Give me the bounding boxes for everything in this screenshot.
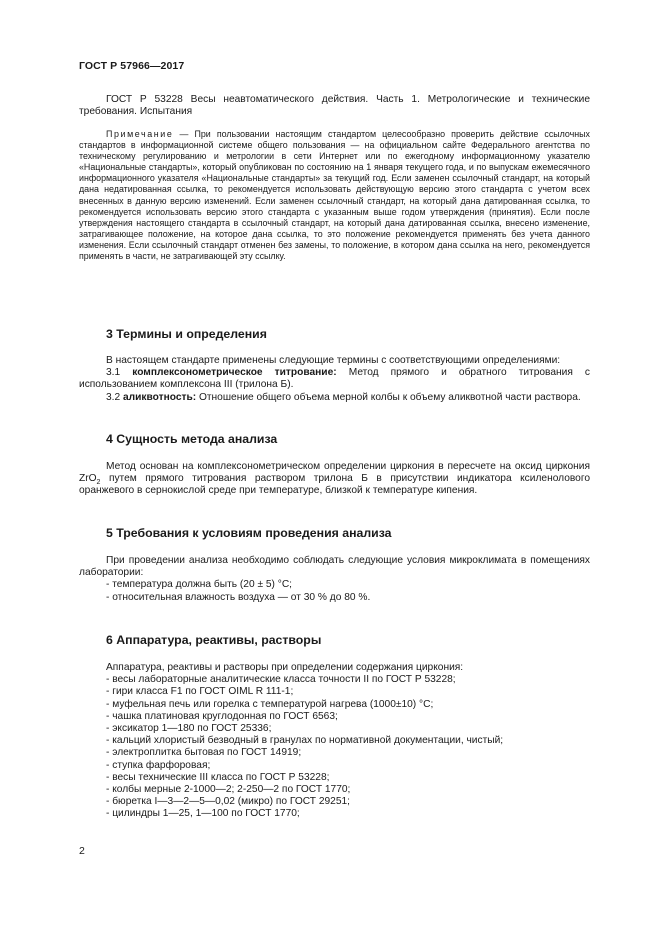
list-item: - колбы мерные 2-1000—2; 2-250—2 по ГОСТ 1770; [106,784,351,796]
note-text: — При пользовании настоящим стандартом целесообразно проверить действие ссылочных стандартов в информационной системе общего пользования — на официальном сайте Федерального агентства по техническому регулированию и метрологии в сети Интернет или по ежегодному информационному указателю «Национальные стандарты», который опубликован по состоянию на 1 января текущего года, и по выпускам ежемесячного информационного указателя «Национальные стандарты» за текущий год. Если заменен ссылочный стандарт, на который дана недатированная ссылка, то рекомендуется использовать действующую версию этого стандарта с учетом всех внесенных в данную версию изменений. Если заменен ссылочный стандарт, на который дана датированная ссылка, то рекомендуется использовать версию этого стандарта с указанным выше годом утверждения (принятия). Если после утверждения настоящего стандарта в ссылочный стандарт, на который дана датированная ссылка, внесено изменение, затрагивающее положение, на которое дана ссылка, то это положение рекомендуется применять без учета данного изменения. Если ссылочный стандарт отменен без замены, то положение, в котором дана ссылка на него, рекомендуется применять в части, не затрагивающей эту ссылку. [79,129,590,262]
standard-id-header: ГОСТ Р 57966—2017 [79,60,185,72]
list-item: - ступка фарфоровая; [106,759,211,771]
list-item: - весы лабораторные аналитические класса точности II по ГОСТ Р 53228; [106,674,456,686]
list-item: - эксикатор 1—180 по ГОСТ 25336; [106,723,272,735]
note-block [79,129,590,262]
term-name: комплексонометрическое титрование: [132,367,337,379]
section-4-text [79,461,590,498]
section-6 [79,633,590,648]
section-5-body [79,555,590,604]
section-6-heading: 6 Аппаратура, реактивы, растворы [106,633,322,647]
list-item: - чашка платиновая круглодонная по ГОСТ 6563; [106,710,338,722]
reference-entry [79,94,590,118]
page-number: 2 [79,845,85,857]
term-3-2 [79,392,590,404]
list-item: - электроплитка бытовая по ГОСТ 14919; [106,747,302,759]
section-3 [79,327,590,342]
section-5-intro: При проведении анализа необходимо соблюдать следующие условия микроклимата в помещениях лаборатории: [79,555,590,579]
section-4-heading: 4 Сущность метода анализа [106,432,278,446]
section-5 [79,526,590,541]
term-3-1 [79,367,590,391]
term-name: аликвотность: [123,391,197,403]
note-label: Примечание [106,129,174,139]
section-4 [79,432,590,447]
list-item: - температура должна быть (20 ± 5) °С; [106,579,293,591]
reference-text: ГОСТ Р 53228 Весы неавтоматического действия. Часть 1. Метрологические и технические требования. Испытания [79,94,590,118]
section-6-intro: Аппаратура, реактивы и растворы при определении содержания циркония: [106,662,464,673]
section-6-body [79,662,590,821]
section-3-heading: 3 Термины и определения [106,327,267,341]
list-item: - кальций хлористый безводный в гранулах по нормативной документации, чистый; [106,735,504,747]
method-text-part1: Метод основан на комплексонометрическом определении циркония в пересчете на оксид циркония ZrO [79,461,590,485]
list-item: - весы технические III класса по ГОСТ Р 53228; [106,771,330,783]
section-5-heading: 5 Требования к условиям проведения анализа [106,526,392,540]
zro2-subscript: 2 [96,479,101,487]
list-item: - муфельная печь или горелка с температурой нагрева (1000±10) °С; [106,698,434,710]
note-paragraph [79,129,590,262]
term-number: 3.2 [106,391,123,403]
method-text-part2: путем прямого титрования раствором трилона Б в присутствии индикатора ксиленолового оранжевого в сернокислой среде при температуре, близкой к температуре кипения. [79,473,590,497]
section-3-body [79,355,590,404]
section-4-body [79,461,590,498]
term-number: 3.1 [106,367,133,379]
term-definition: Метод прямого и обратного титрования с использованием комплексона III (трилона Б). [79,367,591,391]
list-item: - бюретка I—3—2—5—0,02 (микро) по ГОСТ 29251; [106,796,350,808]
list-item: - гири класса F1 по ГОСТ OIML R 111-1; [106,686,294,698]
list-item: - относительная влажность воздуха — от 30 % до 80 %. [106,591,371,603]
term-definition: Отношение общего объема мерной колбы к объему аликвотной части раствора. [196,391,581,403]
list-item: - цилиндры 1—25, 1—100 по ГОСТ 1770; [106,808,300,820]
section-3-intro: В настоящем стандарте применены следующие термины с соответствующими определениями: [106,355,561,366]
